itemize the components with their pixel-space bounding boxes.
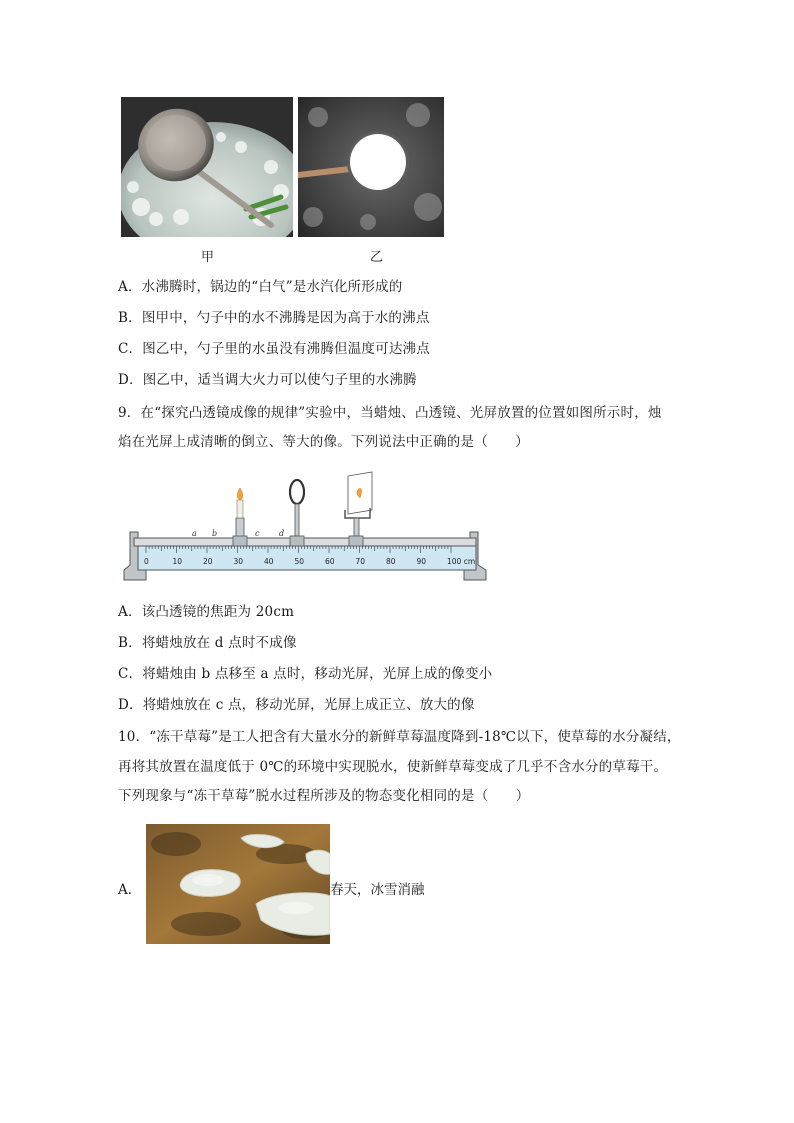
q9-option-a: A．该凸透镜的焦距为 20cm: [118, 604, 295, 620]
photo-caption-left: 甲: [201, 250, 215, 265]
q9-option-c: C．将蜡烛由 b 点移至 a 点时，移动光屏，光屏上成的像变小: [118, 666, 493, 682]
screen-holder: [354, 518, 359, 536]
point-label-b: b: [212, 529, 218, 538]
q10-stem-line1: 10．“冻干草莓”是工人把含有大量水分的新鲜草莓温度降到-18℃以下，使草莓的水分凝结，: [118, 729, 681, 745]
scale-tick-label: 40: [264, 557, 274, 566]
scale-tick-label: 80: [386, 557, 396, 566]
candle-flame-icon: [237, 488, 242, 500]
point-label-d: d: [279, 529, 285, 538]
scale-tick-label: 0: [144, 557, 149, 566]
scale-tick-label: 90: [416, 557, 427, 566]
scale-tick-label: 100 cm: [447, 557, 476, 566]
q9-stem-line2: 焰在光屏上成清晰的倒立、等大的像。下列说法中正确的是（ ）: [118, 434, 529, 450]
convex-lens: [290, 480, 304, 504]
scale-tick-label: 30: [233, 557, 244, 566]
q8-option-a: A．水沸腾时，锅边的“白气”是水汽化所形成的: [118, 279, 403, 295]
photo-caption-right: 乙: [370, 250, 384, 265]
optical-bench-diagram: [120, 470, 492, 585]
scale-tick-label: 20: [203, 557, 213, 566]
point-label-a: a: [192, 529, 197, 538]
scale-tick-label: 70: [355, 557, 366, 566]
q10-option-a-text: 春天，冰雪消融: [330, 882, 425, 898]
q10-option-a-label: A．: [118, 882, 142, 898]
q8-option-d: D．图乙中，适当调大火力可以使勺子里的水沸腾: [118, 372, 417, 388]
scale-tick-label: 50: [294, 557, 305, 566]
bench-rail: [134, 538, 476, 546]
q10-stem-line2: 再将其放置在温度低于 0℃的环境中实现脱水，使新鲜草莓变成了几乎不含水分的草莓干。: [118, 759, 668, 775]
ladle-boiling-photo: [121, 97, 293, 237]
scale-tick-label: 10: [172, 557, 183, 566]
lens-holder: [295, 504, 299, 536]
q10-stem-line3: 下列现象与“冻干草莓”脱水过程所涉及的物态变化相同的是（ ）: [118, 788, 530, 804]
ice-stream-photo: [146, 824, 330, 944]
q9-stem-line1: 9．在“探究凸透镜成像的规律”实验中，当蜡烛、凸透镜、光屏放置的位置如图所示时，烛: [118, 405, 662, 421]
point-label-c: c: [255, 529, 260, 538]
scale-tick-label: 60: [325, 557, 335, 566]
q9-option-b: B．将蜡烛放在 d 点时不成像: [118, 635, 297, 651]
q8-option-b: B．图甲中，勺子中的水不沸腾是因为高于水的沸点: [118, 310, 430, 326]
candle: [237, 500, 243, 518]
q9-option-d: D．将蜡烛放在 c 点，移动光屏，光屏上成正立、放大的像: [118, 697, 475, 713]
ladle-fire-photo: [298, 97, 444, 237]
optical-bench-svg: [120, 470, 492, 585]
q8-option-c: C．图乙中，勺子里的水虽没有沸腾但温度可达沸点: [118, 341, 430, 357]
